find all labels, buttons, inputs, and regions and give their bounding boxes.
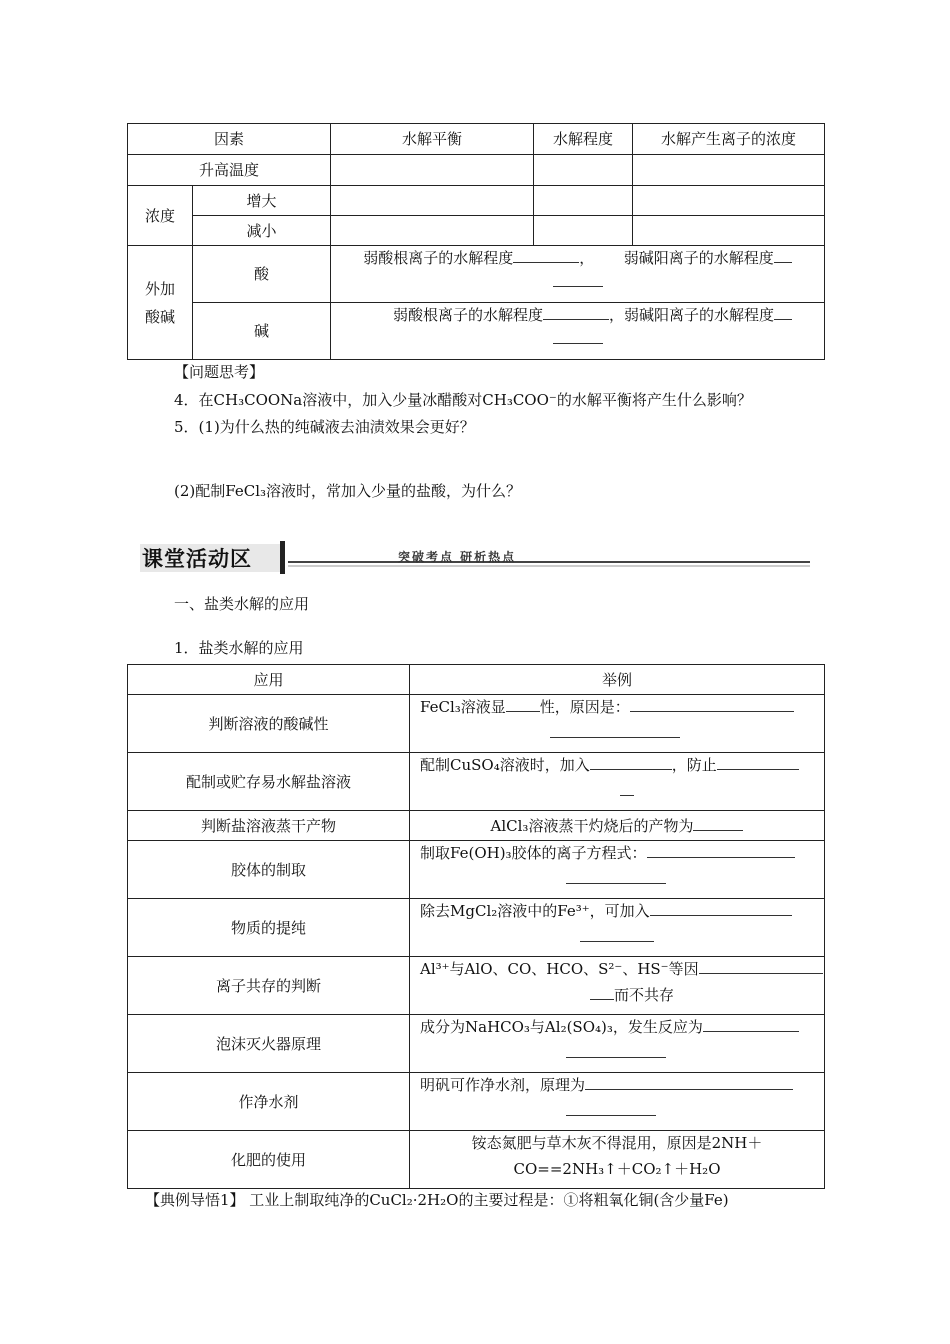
table-row: 化肥的使用 铵态氮肥与草木灰不得混用，原因是2NH＋ CO==2NH₃↑＋CO₂↑＋H₂O bbox=[128, 1131, 825, 1189]
header-application: 应用 bbox=[128, 665, 410, 695]
header-ion-conc: 水解产生离子的浓度 bbox=[633, 124, 825, 155]
table-row: 泡沫灭火器原理 成分为NaHCO₃与Al₂(SO₄)₃，发生反应为 bbox=[128, 1015, 825, 1073]
row-added-acid-base: 外加 酸碱 bbox=[128, 246, 193, 360]
header-example: 举例 bbox=[410, 665, 825, 695]
section-title: 一、盐类水解的应用 bbox=[174, 595, 310, 613]
header-degree: 水解程度 bbox=[534, 124, 633, 155]
header-equilibrium: 水解平衡 bbox=[331, 124, 534, 155]
table-row: 判断溶液的酸碱性 FeCl₃溶液显 性，原因是： bbox=[128, 695, 825, 753]
row-conc-increase: 增大 bbox=[193, 186, 331, 216]
header-factor: 因素 bbox=[128, 124, 331, 155]
table-row: 离子共存的判断 Al³⁺与AlO、CO、HCO、S²⁻、HS⁻等因 而不共存 bbox=[128, 957, 825, 1015]
think-heading: 【问题思考】 bbox=[174, 363, 265, 381]
row-base: 碱 bbox=[193, 303, 331, 360]
question-5-2: (2)配制FeCl₃溶液时，常加入少量的盐酸，为什么？ bbox=[174, 482, 522, 500]
table-row: 物质的提纯 除去MgCl₂溶液中的Fe³⁺，可加入 bbox=[128, 899, 825, 957]
banner-subtitle: 突破考点 研析热点 bbox=[398, 550, 517, 564]
table-row: 胶体的制取 制取Fe(OH)₃胶体的离子方程式： bbox=[128, 841, 825, 899]
row-concentration: 浓度 bbox=[128, 186, 193, 246]
base-effect-cell: 弱酸根离子的水解程度 ，弱碱阳离子的水解程度 bbox=[331, 303, 825, 360]
question-5-1: 5．(1)为什么热的纯碱液去油渍效果会更好？ bbox=[174, 418, 475, 436]
table-row: 作净水剂 明矾可作净水剂，原理为 bbox=[128, 1073, 825, 1131]
row-conc-decrease: 减小 bbox=[193, 216, 331, 246]
hydrolysis-factors-table bbox=[127, 123, 825, 360]
table-row: 配制或贮存易水解盐溶液 配制CuSO₄溶液时，加入 ，防止 bbox=[128, 753, 825, 811]
section-subtitle: 1．盐类水解的应用 bbox=[174, 639, 304, 657]
example-guide: 【典例导悟1】 工业上制取纯净的CuCl₂·2H₂O的主要过程是：①将粗氧化铜(含少量Fe) bbox=[145, 1191, 729, 1209]
acid-effect-cell: 弱酸根离子的水解程度 ， 弱碱阳离子的水解程度 bbox=[331, 246, 825, 303]
question-4: 4．在CH₃COONa溶液中，加入少量冰醋酸对CH₃COO⁻的水解平衡将产生什么影响？ bbox=[174, 391, 752, 409]
banner-title: 课堂活动区 bbox=[142, 547, 252, 571]
row-temperature: 升高温度 bbox=[128, 155, 331, 186]
hydrolysis-applications-table bbox=[127, 664, 825, 1189]
row-acid: 酸 bbox=[193, 246, 331, 303]
table-row: 判断盐溶液蒸干产物 AlCl₃溶液蒸干灼烧后的产物为 bbox=[128, 811, 825, 841]
